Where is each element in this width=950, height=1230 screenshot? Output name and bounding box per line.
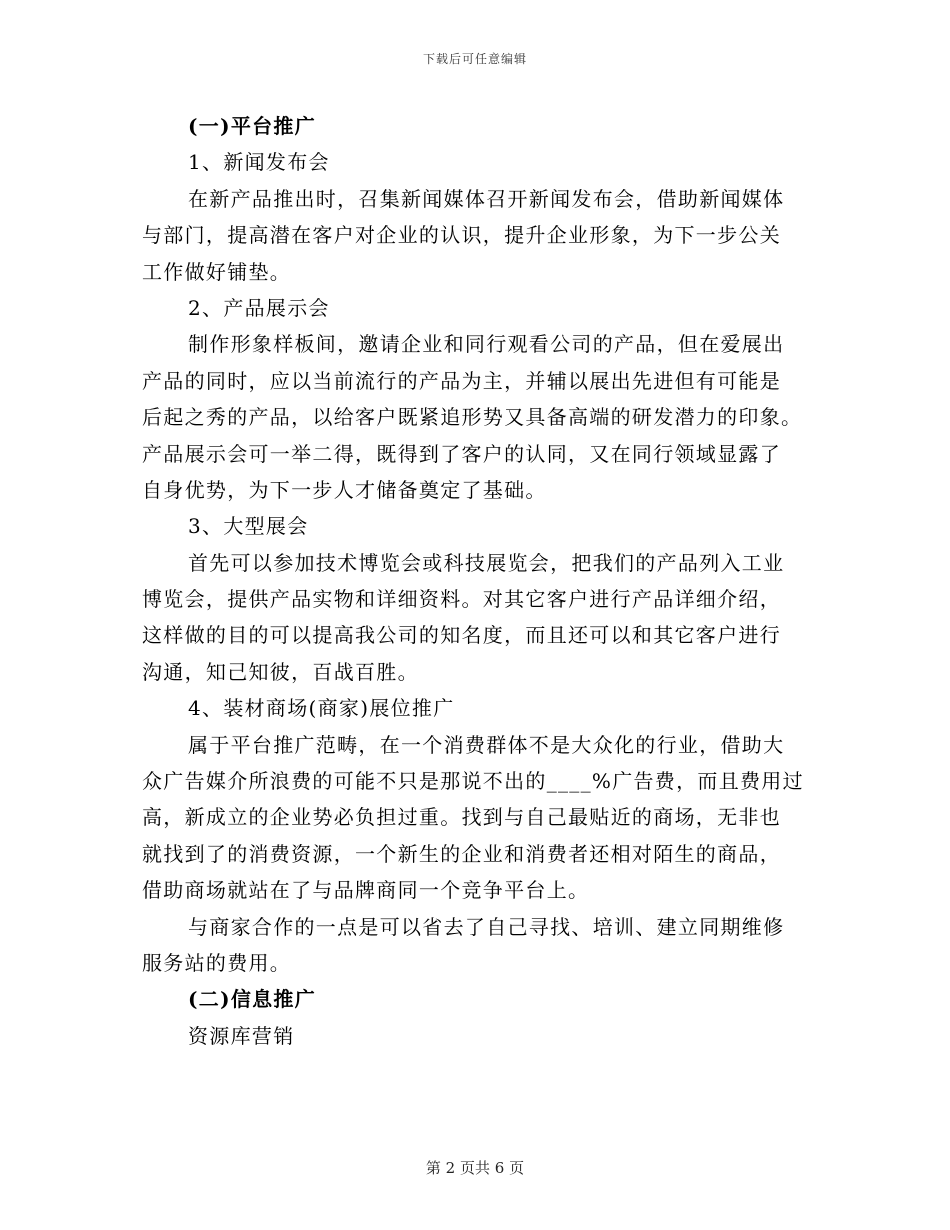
paragraph-line: 沟通，知己知彼，百战百胜。 [142,659,419,684]
subheading-product-show: 2、产品展示会 [188,295,330,320]
paragraph-line: 首先可以参加技术博览会或科技展览会，把我们的产品列入工业 [188,550,785,575]
paragraph-line: 与部门，提高潜在客户对企业的认识，提升企业形象，为下一步公关 [142,223,781,248]
paragraph-line: 服务站的费用。 [142,950,292,975]
paragraph-line: 属于平台推广范畴，在一个消费群体不是大众化的行业，借助大 [188,732,785,757]
paragraph-line: 就找到了的消费资源，一个新生的企业和消费者还相对陌生的商品， [142,841,781,866]
subheading-mall-booth: 4、装材商场(商家)展位推广 [188,696,455,721]
paragraph-line: 博览会，提供产品实物和详细资料。对其它客户进行产品详细介绍， [142,587,781,612]
paragraph-line: 工作做好铺垫。 [142,259,292,284]
subheading-press-conference: 1、新闻发布会 [188,150,330,175]
subheading-large-exhibition: 3、大型展会 [188,514,309,539]
paragraph-line: 众广告媒介所浪费的可能不只是那说不出的____%广告费，而且费用过 [142,769,804,794]
paragraph-line: 产品的同时，应以当前流行的产品为主，并辅以展出先进但有可能是 [142,368,781,393]
paragraph-line: 在新产品推出时，召集新闻媒体召开新闻发布会，借助新闻媒体 [188,186,785,211]
page-number: 第 2 页共 6 页 [425,1159,525,1177]
paragraph-line: 产品展示会可一举二得，既得到了客户的认同，又在同行领域显露了 [142,441,781,466]
paragraph-line: 自身优势，为下一步人才储备奠定了基础。 [142,477,547,502]
subheading-resource-marketing: 资源库营销 [188,1023,295,1048]
paragraph-line: 后起之秀的产品，以给客户既紧追形势又具备高端的研发潜力的印象。 [142,405,803,430]
paragraph-line: 高，新成立的企业势必负担过重。找到与自己最贴近的商场，无非也 [142,805,781,830]
section-heading-platform: (一)平台推广 [188,114,317,138]
paragraph-line: 这样做的目的可以提高我公司的知名度，而且还可以和其它客户进行 [142,623,781,648]
paragraph-line: 借助商场就站在了与品牌商同一个竞争平台上。 [142,878,590,903]
document-body [142,108,810,1054]
section-heading-information: (二)信息推广 [188,987,317,1012]
paragraph-line: 制作形象样板间，邀请企业和同行观看公司的产品，但在爱展出 [188,332,785,357]
page-header: 下载后可任意编辑 [422,52,527,66]
paragraph-line: 与商家合作的一点是可以省去了自己寻找、培训、建立同期维修 [188,914,785,939]
